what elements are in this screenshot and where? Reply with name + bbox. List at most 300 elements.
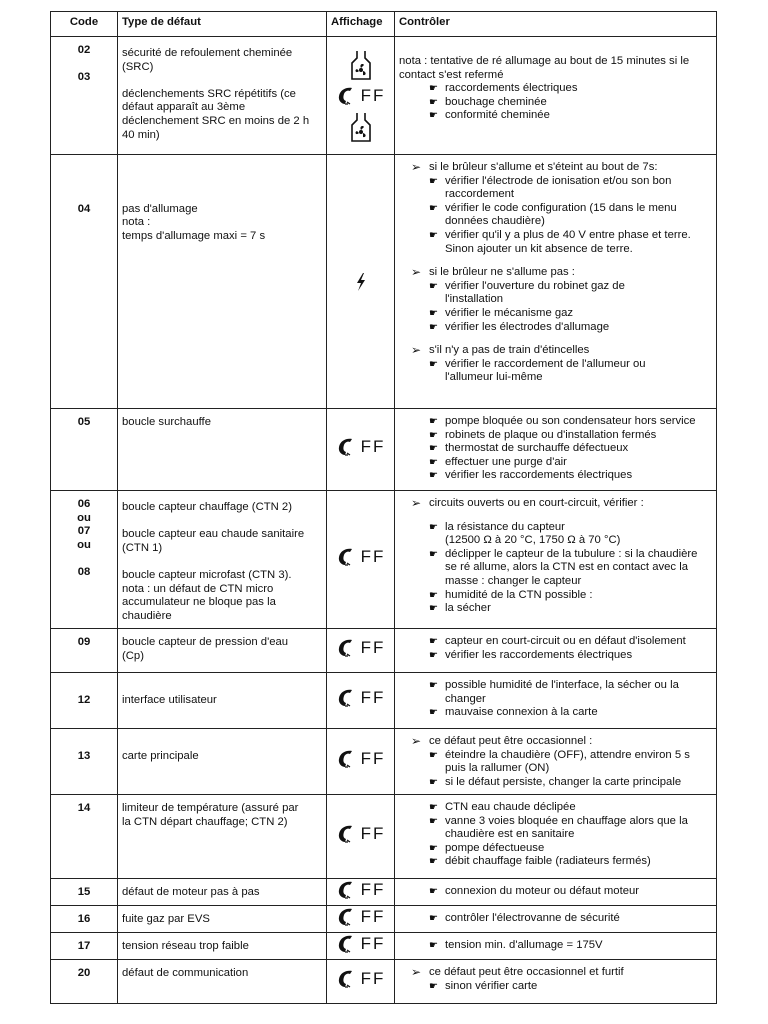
control-line bbox=[399, 801, 712, 815]
control-text: (12500 Ω à 20 °C, 1750 Ω à 70 °C) bbox=[445, 534, 621, 547]
hand-pointer-icon: ☛ bbox=[429, 649, 438, 661]
fault-code-cell bbox=[51, 37, 118, 155]
control-line bbox=[399, 215, 712, 229]
fault-code-cell bbox=[51, 491, 118, 629]
triangle-pointer-icon: ➢ bbox=[411, 160, 422, 174]
cff-text: FF bbox=[360, 638, 386, 658]
cff-text: FF bbox=[360, 906, 386, 926]
fault-code: 09 bbox=[77, 636, 91, 648]
hand-pointer-icon: ☛ bbox=[429, 636, 438, 647]
triangle-pointer-icon: ➢ bbox=[411, 265, 422, 280]
control-line bbox=[399, 679, 712, 693]
control-line bbox=[399, 344, 712, 358]
cff-text: FF bbox=[360, 688, 386, 708]
control-text: la sécher bbox=[445, 602, 491, 615]
cff-text: FF bbox=[360, 879, 386, 899]
control-cell bbox=[395, 960, 717, 1004]
phone-handset-icon bbox=[336, 934, 358, 954]
phone-handset-icon bbox=[336, 969, 358, 989]
control-text: CTN eau chaude déclipée bbox=[445, 801, 576, 813]
fault-type-line bbox=[122, 189, 322, 203]
display-symbol-cell bbox=[327, 960, 395, 1004]
hand-pointer-icon: ☛ bbox=[429, 456, 438, 468]
fault-type-line bbox=[122, 162, 322, 176]
table-row bbox=[51, 960, 717, 1004]
fault-type-cell bbox=[118, 960, 327, 1004]
control-line bbox=[399, 442, 712, 456]
cff-text: FF bbox=[360, 547, 386, 567]
cff-display-symbol bbox=[336, 934, 386, 954]
fault-code: 20 bbox=[77, 967, 91, 979]
control-text: pompe défectueuse bbox=[445, 841, 545, 854]
fault-code-cell bbox=[51, 960, 118, 1004]
control-text: si le brûleur ne s'allume pas : bbox=[429, 266, 575, 279]
control-line bbox=[399, 69, 712, 83]
control-line bbox=[399, 828, 712, 842]
control-text: tension min. d'allumage = 175V bbox=[445, 939, 603, 951]
cff-display-symbol bbox=[336, 638, 386, 658]
hand-pointer-icon: ☛ bbox=[429, 589, 438, 601]
control-line bbox=[399, 469, 712, 483]
control-line bbox=[399, 635, 712, 649]
control-text: vérifier le mécanisme gaz bbox=[445, 306, 574, 319]
control-line bbox=[399, 842, 712, 856]
fault-type-line: défaut de moteur pas à pas bbox=[122, 886, 260, 898]
fault-type-line bbox=[122, 74, 322, 88]
control-line bbox=[399, 456, 712, 470]
fault-type-line: (SRC) bbox=[122, 60, 154, 73]
fault-type-line bbox=[122, 176, 322, 190]
display-symbol-cell bbox=[327, 673, 395, 729]
fault-type-line: sécurité de refoulement cheminée bbox=[122, 47, 293, 59]
control-line bbox=[399, 966, 712, 980]
control-line bbox=[399, 749, 712, 763]
control-text: puis la rallumer (ON) bbox=[445, 762, 550, 775]
control-line bbox=[399, 939, 712, 953]
hand-pointer-icon: ☛ bbox=[429, 913, 438, 924]
hand-pointer-icon: ☛ bbox=[429, 680, 438, 691]
hand-pointer-icon: ☛ bbox=[429, 603, 438, 615]
control-text: ce défaut peut être occasionnel et furtif bbox=[429, 966, 624, 978]
fault-code: 16 bbox=[77, 913, 91, 925]
control-text: bouchage cheminée bbox=[445, 95, 547, 108]
fault-type-line: déclenchements SRC répétitifs (ce bbox=[122, 87, 296, 100]
fault-type-line bbox=[122, 680, 322, 694]
table-row bbox=[51, 879, 717, 906]
table-row bbox=[51, 491, 717, 629]
hand-pointer-icon: ☛ bbox=[429, 307, 438, 319]
hand-pointer-icon: ☛ bbox=[429, 175, 438, 187]
fault-type-line: carte principale bbox=[122, 749, 199, 762]
control-text: données chaudière) bbox=[445, 215, 545, 228]
hand-pointer-icon: ☛ bbox=[429, 802, 438, 813]
cff-display-symbol bbox=[336, 880, 386, 900]
table-row bbox=[51, 795, 717, 879]
chimney-fan-icon bbox=[350, 50, 372, 80]
fault-code-cell bbox=[51, 409, 118, 491]
cff-display-symbol bbox=[336, 86, 386, 106]
phone-handset-icon bbox=[336, 749, 358, 769]
control-line bbox=[399, 548, 712, 562]
fault-code: 07 bbox=[77, 525, 91, 538]
fault-type-line: défaut de communication bbox=[122, 967, 249, 979]
fault-type-cell bbox=[118, 879, 327, 906]
control-line bbox=[399, 321, 712, 335]
control-text: masse : changer le capteur bbox=[445, 574, 582, 587]
control-cell bbox=[395, 906, 717, 933]
control-text: vérifier le code configuration (15 dans le menu bbox=[445, 201, 677, 214]
chimney-fan-icon bbox=[350, 112, 372, 142]
fault-type-line: tension réseau trop faible bbox=[122, 940, 249, 952]
control-line bbox=[399, 815, 712, 829]
fault-type-line bbox=[122, 736, 322, 750]
control-line bbox=[399, 161, 712, 175]
control-line bbox=[399, 188, 712, 202]
header-code: Code bbox=[51, 12, 118, 37]
control-cell bbox=[395, 37, 717, 155]
fault-code-cell bbox=[51, 879, 118, 906]
hand-pointer-icon: ☛ bbox=[429, 443, 438, 455]
control-text: si le défaut persiste, changer la carte principale bbox=[445, 775, 682, 788]
hand-pointer-icon: ☛ bbox=[429, 96, 438, 108]
control-line bbox=[399, 415, 712, 429]
header-control: Contrôler bbox=[395, 12, 717, 37]
control-line bbox=[399, 912, 712, 926]
cff-display-symbol bbox=[336, 824, 386, 844]
hand-pointer-icon: ☛ bbox=[429, 815, 438, 827]
control-text: robinets de plaque ou d'installation fermés bbox=[445, 428, 657, 441]
control-text: déclipper le capteur de la tubulure : si la chaudière bbox=[445, 547, 698, 560]
hand-pointer-icon: ☛ bbox=[429, 416, 438, 427]
phone-handset-icon bbox=[336, 880, 358, 900]
control-line bbox=[399, 175, 712, 189]
display-symbol-cell bbox=[327, 906, 395, 933]
control-line bbox=[399, 706, 712, 720]
fault-type-cell bbox=[118, 906, 327, 933]
fault-type-line: nota : un défaut de CTN micro bbox=[122, 582, 274, 595]
control-text: effectuer une purge d'air bbox=[445, 455, 567, 468]
display-symbol-cell bbox=[327, 155, 395, 409]
control-text: capteur en court-circuit ou en défaut d'isolement bbox=[445, 635, 686, 647]
control-text: humidité de la CTN possible : bbox=[445, 588, 593, 601]
control-text: connexion du moteur ou défaut moteur bbox=[445, 885, 640, 897]
control-text: vérifier le raccordement de l'allumeur ou bbox=[445, 357, 646, 370]
control-text: débit chauffage faible (radiateurs fermés) bbox=[445, 855, 651, 868]
fault-type-line: (CTN 1) bbox=[122, 541, 163, 554]
control-line bbox=[399, 521, 712, 535]
hand-pointer-icon: ☛ bbox=[429, 856, 438, 868]
triangle-pointer-icon: ➢ bbox=[411, 343, 422, 358]
table-row bbox=[51, 409, 717, 491]
table-row bbox=[51, 155, 717, 409]
fault-code-cell bbox=[51, 673, 118, 729]
control-cell bbox=[395, 629, 717, 673]
fault-type-line: la CTN départ chauffage; CTN 2) bbox=[122, 815, 288, 828]
hand-pointer-icon: ☛ bbox=[429, 521, 438, 533]
fault-code: ou bbox=[77, 538, 91, 551]
display-symbol-cell bbox=[327, 933, 395, 960]
cff-display-symbol bbox=[336, 547, 386, 567]
display-symbol-cell bbox=[327, 409, 395, 491]
header-type: Type de défaut bbox=[118, 12, 327, 37]
control-line bbox=[399, 371, 712, 385]
display-symbol-cell bbox=[327, 879, 395, 906]
control-line bbox=[399, 602, 712, 616]
fault-type-line: pas d'allumage bbox=[122, 202, 198, 215]
phone-handset-icon bbox=[336, 824, 358, 844]
control-line bbox=[399, 855, 712, 869]
phone-handset-icon bbox=[336, 437, 358, 457]
control-line bbox=[399, 229, 712, 243]
cff-display-symbol bbox=[336, 688, 386, 708]
phone-handset-icon bbox=[336, 907, 358, 927]
fault-type-cell bbox=[118, 629, 327, 673]
hand-pointer-icon: ☛ bbox=[429, 358, 438, 370]
fault-type-cell bbox=[118, 795, 327, 879]
lightning-bolt-icon bbox=[354, 272, 368, 292]
fault-code-cell bbox=[51, 729, 118, 795]
control-cell bbox=[395, 933, 717, 960]
control-text: thermostat de surchauffe défectueux bbox=[445, 442, 629, 455]
cff-display-symbol bbox=[336, 969, 386, 989]
fault-code: 12 bbox=[77, 693, 91, 706]
control-text: l'installation bbox=[445, 293, 504, 306]
cff-text: FF bbox=[360, 749, 386, 769]
control-line bbox=[399, 776, 712, 790]
fault-type-cell bbox=[118, 37, 327, 155]
fault-code-table bbox=[50, 11, 717, 1004]
control-text: contact s'est refermé bbox=[399, 68, 504, 81]
control-line bbox=[399, 307, 712, 321]
control-cell bbox=[395, 879, 717, 906]
control-text: sinon vérifier carte bbox=[445, 979, 538, 992]
triangle-pointer-icon: ➢ bbox=[411, 734, 422, 748]
display-symbol-cell bbox=[327, 795, 395, 879]
control-line bbox=[399, 649, 712, 663]
triangle-pointer-icon: ➢ bbox=[411, 965, 422, 979]
cff-text: FF bbox=[360, 824, 386, 844]
control-line bbox=[399, 589, 712, 603]
control-text: vérifier l'ouverture du robinet gaz de bbox=[445, 279, 625, 292]
phone-handset-icon bbox=[336, 638, 358, 658]
control-text: la résistance du capteur bbox=[445, 520, 565, 533]
fault-type-line: nota : bbox=[122, 216, 151, 229]
hand-pointer-icon: ☛ bbox=[429, 940, 438, 951]
hand-pointer-icon: ☛ bbox=[429, 321, 438, 333]
fault-code bbox=[55, 552, 113, 566]
control-cell bbox=[395, 673, 717, 729]
fault-type-cell bbox=[118, 933, 327, 960]
control-cell bbox=[395, 795, 717, 879]
display-symbol-cell bbox=[327, 629, 395, 673]
fault-type-line: boucle capteur microfast (CTN 3). bbox=[122, 568, 292, 581]
control-text: s'il n'y a pas de train d'étincelles bbox=[429, 344, 590, 357]
control-text: nota : tentative de ré allumage au bout de 15 minutes si le bbox=[399, 55, 690, 67]
control-text: mauvaise connexion à la carte bbox=[445, 706, 598, 719]
fault-type-line: défaut apparaît au 3ème bbox=[122, 101, 246, 114]
fault-code bbox=[55, 176, 113, 190]
hand-pointer-icon: ☛ bbox=[429, 548, 438, 560]
cff-text: FF bbox=[360, 969, 386, 989]
fault-type-line: 40 min) bbox=[122, 128, 160, 141]
hand-pointer-icon: ☛ bbox=[429, 749, 438, 761]
fault-code: 03 bbox=[77, 71, 91, 84]
control-line bbox=[399, 202, 712, 216]
cff-display-symbol bbox=[336, 437, 386, 457]
fault-code: 13 bbox=[77, 749, 91, 762]
control-line bbox=[399, 429, 712, 443]
triangle-pointer-icon: ➢ bbox=[411, 496, 422, 510]
fault-code-cell bbox=[51, 795, 118, 879]
control-line bbox=[399, 735, 712, 749]
control-text: contrôler l'électrovanne de sécurité bbox=[445, 912, 620, 924]
display-symbol-cell bbox=[327, 491, 395, 629]
control-text: raccordement bbox=[445, 188, 515, 201]
hand-pointer-icon: ☛ bbox=[429, 429, 438, 441]
control-line bbox=[399, 266, 712, 280]
fault-type-cell bbox=[118, 155, 327, 409]
table-row bbox=[51, 906, 717, 933]
control-text: l'allumeur lui-même bbox=[445, 371, 543, 384]
control-line bbox=[399, 109, 712, 123]
table-row bbox=[51, 673, 717, 729]
phone-handset-icon bbox=[336, 86, 358, 106]
fault-type-cell bbox=[118, 729, 327, 795]
control-line bbox=[399, 561, 712, 575]
fault-code bbox=[55, 680, 113, 694]
fault-type-line: fuite gaz par EVS bbox=[122, 913, 210, 925]
fault-code bbox=[55, 58, 113, 72]
table-row bbox=[51, 629, 717, 673]
cff-text: FF bbox=[360, 437, 386, 457]
fault-type-cell bbox=[118, 409, 327, 491]
fault-type-line: temps d'allumage maxi = 7 s bbox=[122, 229, 266, 242]
hand-pointer-icon: ☛ bbox=[429, 280, 438, 292]
fault-type-line: chaudière bbox=[122, 609, 172, 622]
control-text: raccordements électriques bbox=[445, 82, 578, 95]
fault-type-line: déclenchement SRC en moins de 2 h bbox=[122, 114, 310, 127]
control-line bbox=[399, 534, 712, 548]
fault-type-cell bbox=[118, 491, 327, 629]
control-cell bbox=[395, 491, 717, 629]
control-text: Sinon ajouter un kit absence de terre. bbox=[445, 242, 633, 255]
fault-code-cell bbox=[51, 629, 118, 673]
cff-text: FF bbox=[360, 933, 386, 953]
control-cell bbox=[395, 729, 717, 795]
fault-code: 15 bbox=[77, 886, 91, 898]
control-line bbox=[399, 243, 712, 257]
display-symbol-cell bbox=[327, 37, 395, 155]
fault-code bbox=[55, 162, 113, 176]
control-cell bbox=[395, 155, 717, 409]
fault-code: 17 bbox=[77, 940, 91, 952]
control-text: vérifier les raccordements électriques bbox=[445, 469, 633, 482]
fault-code-cell bbox=[51, 906, 118, 933]
fault-code bbox=[55, 736, 113, 750]
hand-pointer-icon: ☛ bbox=[429, 842, 438, 854]
fault-code: 02 bbox=[77, 44, 91, 56]
control-text: conformité cheminée bbox=[445, 109, 550, 122]
fault-code-cell bbox=[51, 155, 118, 409]
fault-type-line: limiteur de température (assuré par bbox=[122, 802, 299, 814]
control-text: changer bbox=[445, 692, 486, 705]
table-row bbox=[51, 37, 717, 155]
table-row bbox=[51, 729, 717, 795]
control-line bbox=[399, 497, 712, 511]
control-line bbox=[399, 693, 712, 707]
hand-pointer-icon: ☛ bbox=[429, 707, 438, 719]
fault-type-line: accumulateur ne bloque pas la bbox=[122, 596, 276, 609]
control-line bbox=[399, 96, 712, 110]
control-text: vanne 3 voies bloquée en chauffage alors que la bbox=[445, 814, 688, 827]
control-text: se ré allume, alors la CTN est en contact avec la bbox=[445, 561, 688, 574]
control-cell bbox=[395, 409, 717, 491]
hand-pointer-icon: ☛ bbox=[429, 229, 438, 241]
control-line bbox=[399, 575, 712, 589]
fault-type-line: boucle capteur de pression d'eau bbox=[122, 636, 289, 648]
hand-pointer-icon: ☛ bbox=[429, 83, 438, 95]
fault-code bbox=[55, 189, 113, 203]
fault-type-line bbox=[122, 555, 322, 569]
table-header-row bbox=[51, 12, 717, 37]
fault-type-line bbox=[122, 515, 322, 529]
hand-pointer-icon: ☛ bbox=[429, 110, 438, 122]
control-line bbox=[399, 980, 712, 994]
hand-pointer-icon: ☛ bbox=[429, 202, 438, 214]
hand-pointer-icon: ☛ bbox=[429, 980, 438, 992]
fault-code: 05 bbox=[77, 416, 91, 428]
control-line bbox=[399, 358, 712, 372]
cff-display-symbol bbox=[336, 749, 386, 769]
control-text: pompe bloquée ou son condensateur hors service bbox=[445, 415, 696, 427]
control-line bbox=[399, 885, 712, 899]
display-symbol-cell bbox=[327, 729, 395, 795]
fault-type-line: boucle capteur eau chaude sanitaire bbox=[122, 528, 305, 541]
control-text: vérifier qu'il y a plus de 40 V entre phase et terre. bbox=[445, 228, 691, 241]
control-text: ce défaut peut être occasionnel : bbox=[429, 735, 593, 747]
fault-code: 08 bbox=[77, 565, 91, 578]
control-text: circuits ouverts ou en court-circuit, vérifier : bbox=[429, 497, 644, 509]
phone-handset-icon bbox=[336, 547, 358, 567]
control-text: éteindre la chaudière (OFF), attendre environ 5 s bbox=[445, 748, 690, 761]
control-line bbox=[399, 293, 712, 307]
control-text: chaudière est en sanitaire bbox=[445, 828, 575, 841]
fault-type-line: boucle capteur chauffage (CTN 2) bbox=[122, 501, 292, 513]
fault-type-line: interface utilisateur bbox=[122, 693, 217, 706]
table-row bbox=[51, 933, 717, 960]
control-text: possible humidité de l'interface, la sécher ou la bbox=[445, 679, 679, 691]
control-line bbox=[399, 762, 712, 776]
hand-pointer-icon: ☛ bbox=[429, 470, 438, 482]
fault-type-line: boucle surchauffe bbox=[122, 416, 211, 428]
cff-display-symbol bbox=[336, 907, 386, 927]
control-text: vérifier les raccordements électriques bbox=[445, 648, 633, 661]
control-text: si le brûleur s'allume et s'éteint au bout de 7s: bbox=[429, 161, 658, 173]
fault-type-line: (Cp) bbox=[122, 649, 144, 662]
control-line bbox=[399, 55, 712, 69]
header-display: Affichage bbox=[327, 12, 395, 37]
fault-code: 04 bbox=[77, 202, 91, 215]
fault-type-cell bbox=[118, 673, 327, 729]
control-text: vérifier l'électrode de ionisation et/ou son bon bbox=[445, 174, 672, 187]
control-line bbox=[399, 82, 712, 96]
fault-code-cell bbox=[51, 933, 118, 960]
cff-text: FF bbox=[360, 85, 386, 105]
hand-pointer-icon: ☛ bbox=[429, 776, 438, 788]
fault-code: 14 bbox=[77, 802, 91, 814]
control-line bbox=[399, 280, 712, 294]
fault-code: ou bbox=[77, 511, 91, 524]
